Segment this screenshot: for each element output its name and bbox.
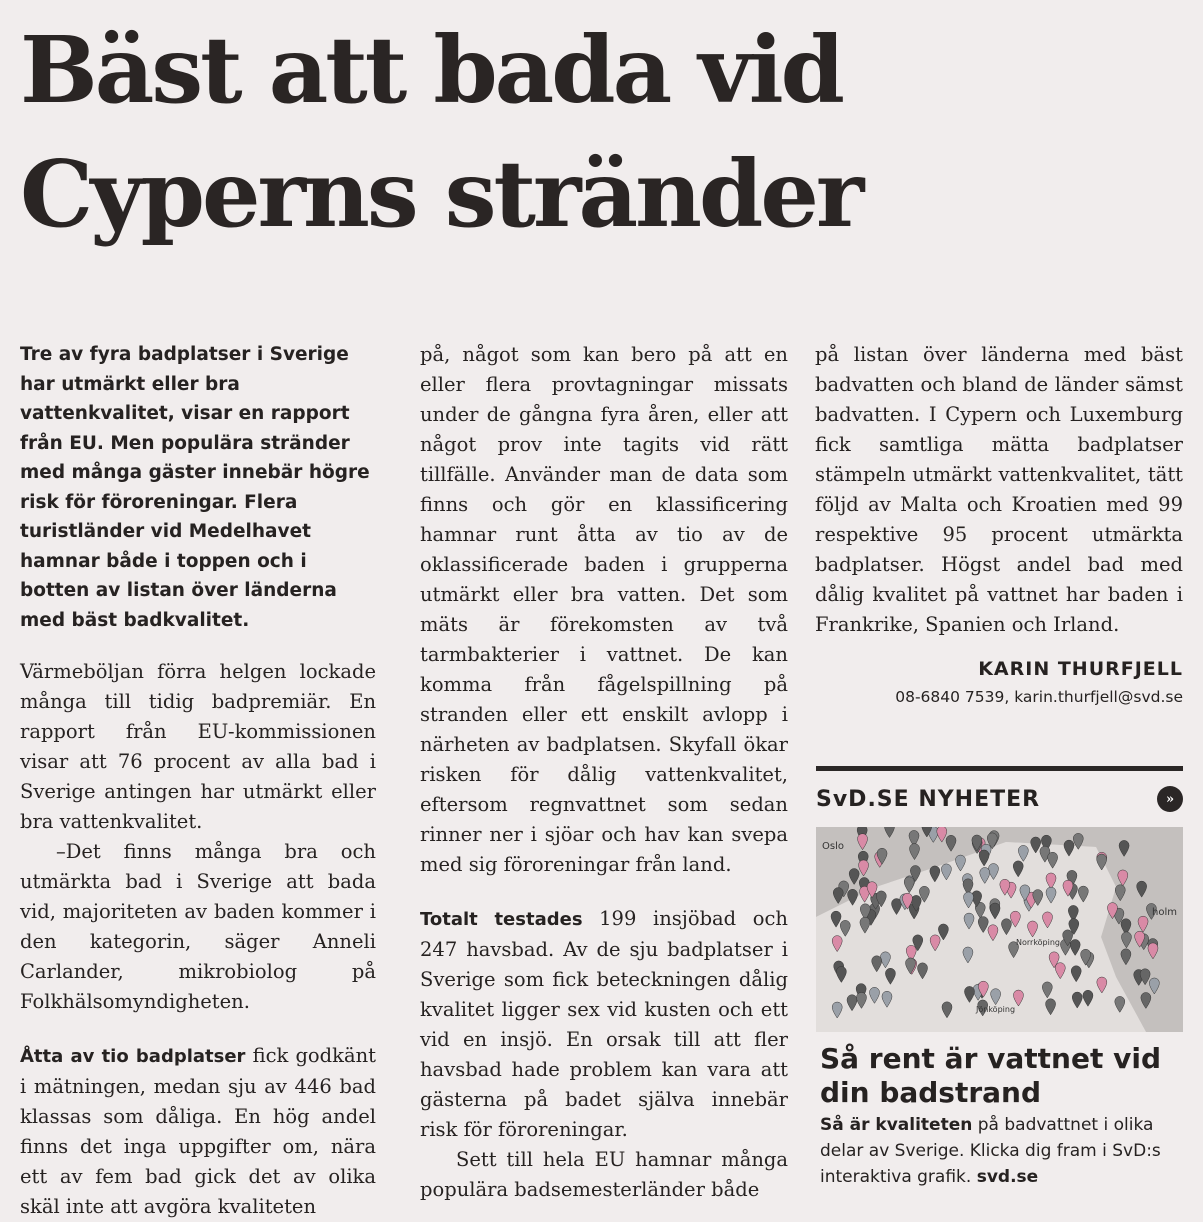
- promo-link[interactable]: svd.se: [976, 1167, 1039, 1187]
- map-label: Norrköping: [1016, 938, 1061, 947]
- column-2: [420, 340, 788, 1205]
- headline: Bäst att bada vid Cyperns stränder: [20, 16, 862, 248]
- body-paragraph: [20, 1041, 376, 1222]
- promo-text-bold: Så är kvaliteten: [820, 1115, 973, 1135]
- promo-text: [820, 1112, 1183, 1190]
- paragraph-text: fick godkänt i mätningen, medan sju av 446 bad klassas som dåliga. En hög andel finns det inga uppgifter om, nära ett av fem bad gick det av olika skäl inte att avgöra kvaliteten: [20, 1044, 376, 1218]
- lead-paragraph: Tre av fyra badplatser i Sverige har utmärkt eller bra vattenkvalitet, visar en rapport från EU. Men populära stränder med många gäster innebär högre risk för föroreningar. Flera turistländer vid Medelhavet hamnar både i toppen och i botten av listan över länderna med bäst badkvalitet.: [20, 344, 370, 631]
- promo-title[interactable]: Så rent är vattnet vid din badstrand: [820, 1042, 1161, 1109]
- promo-text-body: på badvattnet i olika delar av Sverige. Klicka dig fram i SvD:s interaktiva grafik.: [820, 1115, 1161, 1187]
- column-3: [815, 340, 1183, 710]
- promo-label: SvD.SE NYHETER: [816, 786, 1041, 812]
- promo-box[interactable]: [816, 766, 1183, 1190]
- body-paragraph: Sett till hela EU hamnar många populära badsemesterländer både: [420, 1148, 788, 1201]
- sweden-map[interactable]: [816, 827, 1183, 1032]
- map-label: Jönköping: [976, 1005, 1016, 1014]
- byline: KARIN THURFJELL: [978, 658, 1183, 680]
- body-paragraph: Värmeböljan förra helgen lockade många till tidig badpremiär. En rapport från EU-kommissionen visar att 76 procent av alla bad i Sverige antingen har utmärkt eller bra vattenkvalitet.: [20, 660, 376, 833]
- body-paragraph: [420, 904, 788, 1145]
- run-in-heading: Åtta av tio badplatser: [20, 1046, 246, 1067]
- column-1: [20, 340, 376, 1222]
- promo-header: [816, 771, 1183, 827]
- run-in-heading: Totalt testades: [420, 909, 583, 930]
- map-label: holm: [1152, 907, 1177, 918]
- contact-info: 08-6840 7539, karin.thurfjell@svd.se: [895, 688, 1183, 706]
- quote-paragraph: –Det finns många bra och utmärkta bad i Sverige att bada vid, majoriteten av baden kommer i den kategorin, säger Anneli Carlander, mikrobiolog på Folkhälsomyndigheten.: [20, 840, 376, 1013]
- body-paragraph: på listan över länderna med bäst badvatten och bland de länder sämst badvatten. I Cypern och Luxemburg fick samtliga mätta badplatser stämpeln utmärkt vattenkvalitet, tätt följd av Malta och Kroatien med 99 respektive 95 procent utmärkta badplatser. Högst andel bad med dålig kvalitet på vattnet har baden i Frankrike, Spanien och Irland.: [815, 343, 1183, 636]
- double-chevron-right-icon[interactable]: »: [1157, 786, 1183, 812]
- body-paragraph: på, något som kan bero på att en eller flera provtagningar missats under de gångna fyra åren, eller att något prov inte tagits vid rätt tillfälle. Använder man de data som finns och gör en klassificering hamnar runt åtta av tio av de oklassificerade baden i grupperna utmärkt eller bra vatten. Det som mäts är förekomsten av två tarmbakterier i vattnet. De kan komma från fågelspillning på stranden eller ett enskilt avlopp i närheten av badplatsen. Skyfall ökar risken för dålig vattenkvalitet, eftersom regnvattnet som sedan rinner ner i sjöar och hav kan svepa med sig föroreningar från land.: [420, 343, 788, 876]
- paragraph-text: 199 insjöbad och 247 havsbad. Av de sju badplatser i Sverige som fick beteckningen dålig kvalitet ligger sex vid kusten och ett vid en insjö. En orsak till att fler havsbad hade problem kan vara att gästerna på badet själva innebär risk för föroreningar.: [420, 907, 788, 1141]
- map-label: Oslo: [822, 841, 844, 852]
